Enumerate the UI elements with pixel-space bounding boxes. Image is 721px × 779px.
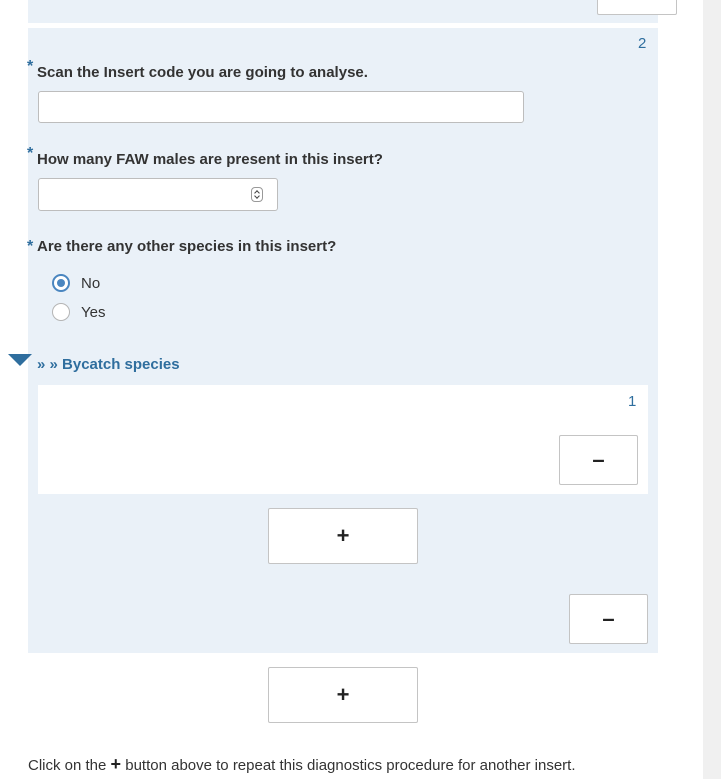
required-marker: *	[27, 58, 34, 75]
radio-unchecked-icon[interactable]	[52, 303, 70, 321]
radio-checked-icon[interactable]	[52, 274, 70, 292]
plus-icon: +	[110, 754, 122, 774]
required-marker: *	[27, 238, 34, 255]
bycatch-section-title[interactable]: » » Bycatch species	[37, 356, 180, 373]
previous-repeat-group	[28, 0, 658, 23]
hint-text-before: Click on the	[28, 757, 111, 774]
bycatch-repeat-group	[38, 385, 648, 494]
repeat-hint-text	[28, 754, 576, 775]
spinner-icon[interactable]	[251, 187, 263, 202]
insert-code-input[interactable]	[38, 91, 524, 123]
previous-remove-button[interactable]	[597, 0, 677, 15]
collapse-triangle-icon[interactable]	[8, 354, 32, 366]
required-marker: *	[27, 145, 34, 162]
radio-label-no: No	[81, 274, 101, 292]
other-species-label: Are there any other species in this insert?	[37, 238, 337, 255]
scrollbar[interactable]	[703, 0, 721, 779]
insert-code-label: Scan the Insert code you are going to analyse.	[37, 64, 368, 81]
radio-label-yes: Yes	[81, 303, 106, 321]
add-insert-button[interactable]: +	[268, 667, 418, 723]
radio-option-yes[interactable]	[52, 301, 105, 323]
remove-bycatch-button[interactable]: –	[559, 435, 638, 485]
repeat-index: 2	[638, 35, 647, 52]
bycatch-repeat-index: 1	[628, 393, 637, 410]
faw-males-label: How many FAW males are present in this insert?	[37, 151, 383, 168]
radio-option-no[interactable]	[52, 272, 100, 294]
hint-text-after: button above to repeat this diagnostics procedure for another insert.	[121, 757, 576, 774]
add-bycatch-button[interactable]: +	[268, 508, 418, 564]
remove-insert-button[interactable]: –	[569, 594, 648, 644]
faw-males-number-input[interactable]	[38, 178, 278, 211]
